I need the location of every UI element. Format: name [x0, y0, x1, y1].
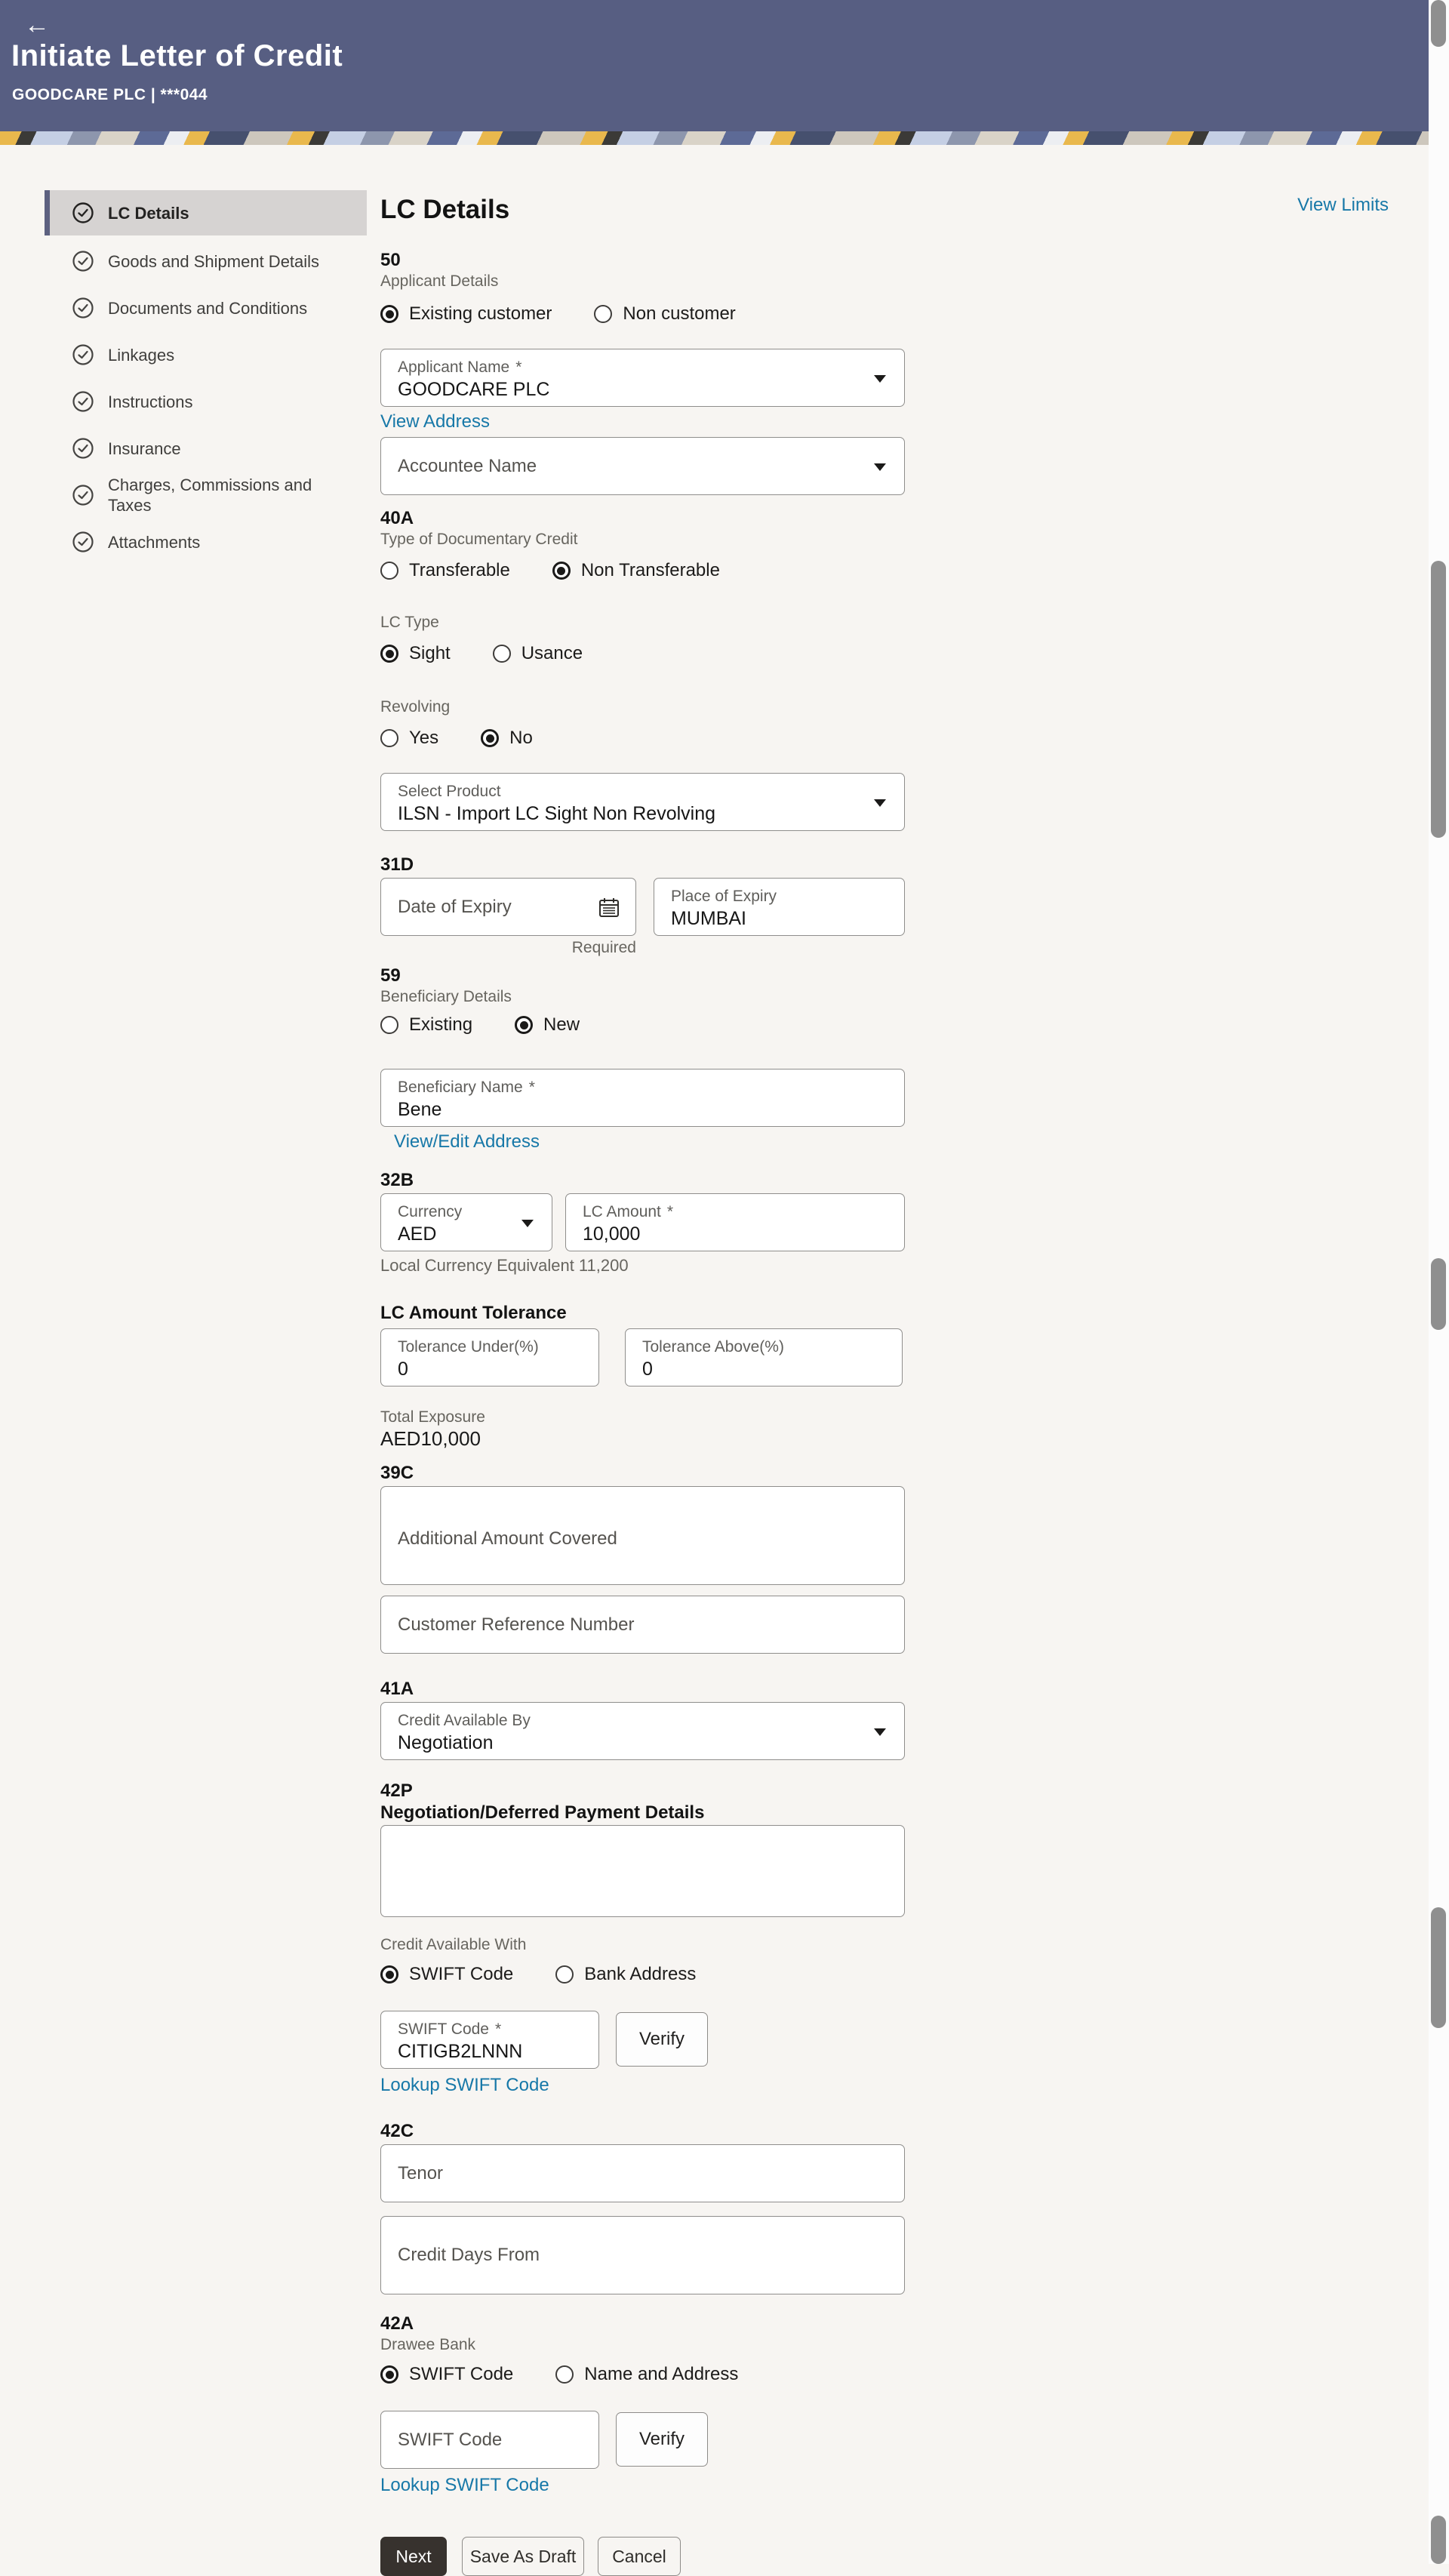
section-code-42c: 42C	[380, 2121, 414, 2141]
lc-details-form	[380, 181, 905, 2576]
required-marker: *	[515, 359, 522, 376]
sidebar-item-label: Instructions	[108, 392, 193, 411]
radio-icon	[555, 1965, 574, 1984]
negotiation-deferred-payment-textarea[interactable]	[380, 1825, 905, 1917]
radio-usance[interactable]: Usance	[493, 643, 583, 664]
radio-revolving-no[interactable]: No	[481, 728, 533, 749]
drawee-bank-radio-group	[380, 2364, 905, 2385]
sidebar-item-label: Linkages	[108, 345, 175, 365]
additional-amount-covered-textarea[interactable]: Additional Amount Covered	[380, 1486, 905, 1585]
radio-icon	[552, 562, 571, 580]
radio-icon	[380, 1016, 398, 1034]
sidebar-item-documents-conditions[interactable]	[45, 287, 367, 329]
sidebar-item-label: Attachments	[108, 532, 201, 552]
page-scrollbar[interactable]	[1429, 0, 1449, 2564]
lc-amount-tolerance-heading: LC Amount Tolerance	[380, 1303, 567, 1323]
lookup-drawee-swift-code-link[interactable]: Lookup SWIFT Code	[380, 2475, 549, 2495]
verify-drawee-swift-button[interactable]: Verify	[616, 2412, 708, 2467]
total-exposure-value: AED10,000	[380, 1427, 481, 1450]
radio-icon	[481, 729, 499, 747]
tenor-input[interactable]: Tenor	[380, 2144, 905, 2202]
radio-icon	[493, 645, 511, 663]
section-code-39c: 39C	[380, 1463, 414, 1483]
credit-days-from-input[interactable]: Credit Days From	[380, 2216, 905, 2294]
radio-beneficiary-existing[interactable]: Existing	[380, 1014, 472, 1036]
sidebar-item-lc-details[interactable]	[45, 190, 367, 235]
chevron-down-icon	[521, 1220, 534, 1227]
lookup-swift-code-link[interactable]: Lookup SWIFT Code	[380, 2075, 549, 2095]
beneficiary-type-radio-group	[380, 1014, 905, 1036]
tolerance-above-input[interactable]: Tolerance Above(%) 0	[625, 1328, 903, 1386]
check-circle-icon	[72, 202, 94, 224]
sidebar-item-linkages[interactable]	[45, 334, 367, 376]
applicant-name-value: GOODCARE PLC	[398, 379, 550, 400]
radio-non-customer[interactable]: Non customer	[594, 303, 735, 325]
required-helper-text: Required	[571, 939, 636, 956]
radio-icon	[380, 729, 398, 747]
section-code-31d: 31D	[380, 854, 414, 875]
swift-code-value: CITIGB2LNNN	[398, 2041, 523, 2062]
sidebar-item-label: LC Details	[108, 203, 189, 223]
radio-transferable[interactable]: Transferable	[380, 560, 510, 581]
section-code-50: 50	[380, 250, 401, 270]
form-title: LC Details	[380, 195, 510, 224]
radio-non-transferable[interactable]: Non Transferable	[552, 560, 720, 581]
radio-icon	[380, 562, 398, 580]
beneficiary-details-label: Beneficiary Details	[380, 988, 512, 1005]
radio-revolving-yes[interactable]: Yes	[380, 728, 438, 749]
sidebar-item-attachments[interactable]	[45, 521, 367, 563]
tolerance-above-value: 0	[642, 1359, 653, 1380]
check-circle-icon	[72, 343, 94, 366]
radio-credit-with-swift-code[interactable]: SWIFT Code	[380, 1964, 513, 1985]
negotiation-deferred-payment-label: Negotiation/Deferred Payment Details	[380, 1802, 705, 1823]
accountee-name-select[interactable]: Accountee Name	[380, 437, 905, 495]
next-button[interactable]: Next	[380, 2537, 447, 2576]
check-circle-icon	[72, 531, 94, 553]
section-code-40a: 40A	[380, 508, 414, 528]
view-edit-address-link[interactable]: View/Edit Address	[394, 1131, 540, 1152]
verify-swift-button[interactable]: Verify	[616, 2012, 708, 2067]
revolving-label: Revolving	[380, 698, 451, 716]
page-header-subtitle: GOODCARE PLC | ***044	[12, 86, 208, 103]
sidebar-item-label: Goods and Shipment Details	[108, 251, 320, 271]
place-of-expiry-value: MUMBAI	[671, 908, 746, 929]
drawee-swift-code-input[interactable]: SWIFT Code	[380, 2411, 599, 2469]
select-product-dropdown[interactable]: Select Product ILSN - Import LC Sight Non Revolving	[380, 773, 905, 831]
sidebar-item-insurance[interactable]	[45, 427, 367, 469]
radio-beneficiary-new[interactable]: New	[515, 1014, 580, 1036]
lc-amount-input[interactable]: LC Amount * 10,000	[565, 1193, 905, 1251]
total-exposure-label: Total Exposure	[380, 1408, 485, 1426]
applicant-name-select[interactable]: Applicant Name * GOODCARE PLC	[380, 349, 905, 407]
applicant-details-label: Applicant Details	[380, 272, 499, 290]
check-circle-icon	[72, 437, 94, 460]
required-marker: *	[528, 1079, 535, 1096]
scrollbar-thumb[interactable]	[1431, 2516, 1446, 2564]
sidebar-item-goods-shipment[interactable]	[45, 240, 367, 282]
credit-available-with-radio-group	[380, 1964, 905, 1985]
credit-available-by-dropdown[interactable]: Credit Available By Negotiation	[380, 1702, 905, 1760]
cancel-button[interactable]: Cancel	[598, 2537, 681, 2576]
customer-reference-number-input[interactable]: Customer Reference Number	[380, 1596, 905, 1654]
save-as-draft-button[interactable]: Save As Draft	[462, 2537, 584, 2576]
currency-select[interactable]: Currency AED	[380, 1193, 552, 1251]
sidebar-item-label: Insurance	[108, 439, 181, 458]
radio-icon	[594, 305, 612, 323]
check-circle-icon	[72, 297, 94, 319]
radio-icon	[380, 1965, 398, 1984]
sidebar-item-instructions[interactable]	[45, 380, 367, 423]
revolving-radio-group	[380, 728, 905, 749]
select-product-value: ILSN - Import LC Sight Non Revolving	[398, 803, 716, 824]
view-limits-link[interactable]: View Limits	[1297, 195, 1389, 215]
back-arrow-icon[interactable]: ←	[24, 11, 50, 39]
place-of-expiry-input[interactable]: Place of Expiry MUMBAI	[654, 878, 905, 936]
beneficiary-name-value: Bene	[398, 1099, 442, 1120]
scrollbar-thumb[interactable]	[1431, 1907, 1446, 2028]
radio-icon	[515, 1016, 533, 1034]
radio-existing-customer[interactable]: Existing customer	[380, 303, 552, 325]
swift-code-input[interactable]: SWIFT Code * CITIGB2LNNN	[380, 2011, 599, 2069]
required-marker: *	[494, 2020, 502, 2038]
date-of-expiry-input[interactable]: Date of Expiry	[380, 878, 636, 936]
drawee-bank-label: Drawee Bank	[380, 2336, 476, 2353]
currency-value: AED	[398, 1223, 437, 1245]
radio-drawee-swift-code[interactable]: SWIFT Code	[380, 2364, 513, 2385]
lc-type-label: LC Type	[380, 614, 439, 631]
credit-available-by-value: Negotiation	[398, 1732, 494, 1753]
type-of-documentary-credit-label: Type of Documentary Credit	[380, 531, 578, 548]
radio-drawee-name-address[interactable]: Name and Address	[555, 2364, 738, 2385]
sidebar-item-label: Documents and Conditions	[108, 298, 308, 318]
check-circle-icon	[72, 250, 94, 272]
app-header	[0, 0, 1449, 131]
radio-icon	[380, 2365, 398, 2384]
beneficiary-name-input[interactable]: Beneficiary Name * Bene	[380, 1069, 905, 1127]
chevron-down-icon	[874, 1728, 886, 1736]
sidebar-item-label: Charges, Commissions and Taxes	[108, 475, 312, 515]
scrollbar-thumb[interactable]	[1431, 0, 1446, 47]
local-currency-equivalent-text: Local Currency Equivalent 11,200	[380, 1256, 629, 1275]
required-marker: *	[666, 1203, 674, 1220]
lc-amount-value: 10,000	[583, 1223, 641, 1245]
section-code-41a: 41A	[380, 1679, 414, 1699]
section-code-59: 59	[380, 965, 401, 986]
scrollbar-thumb[interactable]	[1431, 1258, 1446, 1330]
check-circle-icon	[72, 484, 94, 506]
sidebar-item-charges-commissions-taxes[interactable]	[45, 474, 367, 516]
chevron-down-icon	[874, 375, 886, 383]
radio-sight[interactable]: Sight	[380, 643, 451, 664]
scrollbar-thumb[interactable]	[1431, 561, 1446, 838]
tolerance-under-input[interactable]: Tolerance Under(%) 0	[380, 1328, 599, 1386]
chevron-down-icon	[874, 799, 886, 807]
radio-icon	[380, 645, 398, 663]
customer-type-radio-group	[380, 303, 905, 325]
section-code-32b: 32B	[380, 1170, 414, 1190]
section-code-42a: 42A	[380, 2313, 414, 2334]
step-sidebar	[45, 190, 367, 568]
radio-icon	[555, 2365, 574, 2384]
radio-icon	[380, 305, 398, 323]
lc-type-radio-group	[380, 643, 905, 664]
check-circle-icon	[72, 390, 94, 413]
tolerance-under-value: 0	[398, 1359, 408, 1380]
calendar-icon[interactable]	[598, 896, 620, 919]
view-address-link[interactable]: View Address	[380, 411, 490, 432]
chevron-down-icon	[874, 463, 886, 471]
transferable-radio-group	[380, 560, 905, 581]
section-code-42p: 42P	[380, 1780, 413, 1801]
page-header-title: Initiate Letter of Credit	[11, 39, 343, 72]
radio-credit-with-bank-address[interactable]: Bank Address	[555, 1964, 696, 1985]
credit-available-with-label: Credit Available With	[380, 1936, 527, 1953]
decorative-pattern-strip	[0, 131, 1449, 145]
